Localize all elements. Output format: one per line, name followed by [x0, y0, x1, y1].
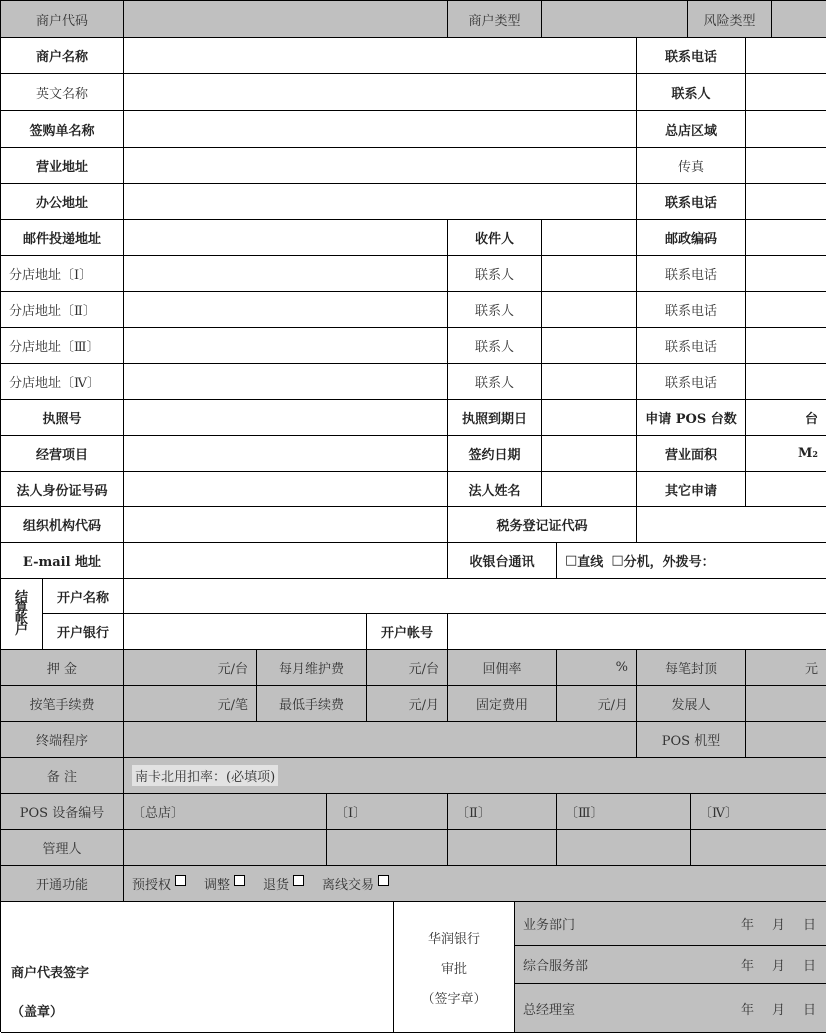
hq-region-label: 总店区域 [637, 111, 746, 148]
manager-b4-field[interactable] [691, 830, 826, 866]
business-address-label: 营业地址 [1, 148, 124, 184]
branch-4-contact-field[interactable] [542, 364, 637, 400]
cashier-comm-label: 收银台通讯 [448, 543, 557, 579]
other-apply-label: 其它申请 [637, 472, 746, 507]
mailing-address-label: 邮件投递地址 [1, 220, 124, 256]
manager-b2-field[interactable] [448, 830, 557, 866]
phone-label: 联系电话 [637, 38, 746, 74]
monthly-maint-label: 每月维护费 [257, 650, 367, 686]
phone-field[interactable] [746, 38, 826, 74]
cashier-comm-options [557, 543, 826, 579]
merchant-name-field[interactable] [124, 38, 637, 74]
branch-3-field[interactable] [124, 328, 448, 364]
branch-2-contact-label: 联系人 [448, 292, 542, 328]
license-no-label: 执照号 [1, 400, 124, 436]
terminal-program-label: 终端程序 [1, 722, 124, 758]
bank-approval-block [394, 902, 515, 1033]
branch-1-phone-field[interactable] [746, 256, 826, 292]
office-phone-label: 联系电话 [637, 184, 746, 220]
settlement-char-1: 结 [14, 590, 28, 605]
business-scope-field[interactable] [124, 436, 448, 472]
fixed-fee-field[interactable]: 元/月 [557, 686, 637, 722]
deposit-label: 押 金 [1, 650, 124, 686]
direct-line-label: 直线 [577, 555, 604, 570]
bank-field[interactable] [124, 614, 367, 650]
dept-service-date [723, 955, 816, 974]
pos-serial-b1[interactable]: 〔Ⅰ〕 [327, 794, 448, 830]
manager-b3-field[interactable] [557, 830, 691, 866]
english-name-label: 英文名称 [1, 74, 124, 111]
preauth-label: 预授权 [132, 878, 172, 893]
legal-name-label: 法人姓名 [448, 472, 542, 507]
area-unit-sup: 2 [812, 448, 818, 459]
account-no-label: 开户帐号 [367, 614, 448, 650]
business-area-field[interactable] [746, 436, 826, 472]
pos-serial-hq[interactable]: 〔总店〕 [124, 794, 327, 830]
other-apply-field[interactable] [746, 472, 826, 507]
terminal-program-field[interactable] [124, 722, 637, 758]
office-phone-field[interactable] [746, 184, 826, 220]
month-label: 月 [771, 1002, 785, 1018]
english-name-field[interactable] [124, 74, 637, 111]
purchase-name-label: 签购单名称 [1, 111, 124, 148]
seal-label: （盖章） [11, 1005, 64, 1020]
recipient-field[interactable] [542, 220, 637, 256]
manager-hq-field[interactable] [124, 830, 327, 866]
org-code-label: 组织机构代码 [1, 507, 124, 543]
branch-4-field[interactable] [124, 364, 448, 400]
branch-3-phone-label: 联系电话 [637, 328, 746, 364]
email-field[interactable] [124, 543, 448, 579]
contact-label: 联系人 [637, 74, 746, 111]
license-expiry-label: 执照到期日 [448, 400, 542, 436]
purchase-name-field[interactable] [124, 111, 637, 148]
merchant-code-label: 商户代码 [1, 1, 124, 38]
dept-service-row[interactable] [515, 946, 826, 984]
branch-3-contact-label: 联系人 [448, 328, 542, 364]
license-no-field[interactable] [124, 400, 448, 436]
tax-code-label: 税务登记证代码 [448, 507, 637, 543]
account-name-field[interactable] [124, 579, 826, 614]
dept-service-label: 综合服务部 [523, 959, 589, 974]
mailing-address-field[interactable] [124, 220, 448, 256]
business-address-field[interactable] [124, 148, 637, 184]
pos-model-field[interactable] [746, 722, 826, 758]
business-area-label: 营业面积 [637, 436, 746, 472]
office-address-label: 办公地址 [1, 184, 124, 220]
fixed-fee-label: 固定费用 [448, 686, 557, 722]
developer-field[interactable] [746, 686, 826, 722]
manager-b1-field[interactable] [327, 830, 448, 866]
dept-gm-row[interactable] [515, 984, 826, 1033]
branch-3-phone-field[interactable] [746, 328, 826, 364]
min-fee-field[interactable]: 元/月 [367, 686, 448, 722]
settlement-char-3: 帐 [14, 612, 28, 627]
extension-checkbox[interactable]: □ [611, 553, 624, 568]
pos-serial-b4[interactable]: 〔Ⅳ〕 [691, 794, 826, 830]
rebate-rate-label: 回佣率 [448, 650, 557, 686]
risk-type-label: 风险类型 [688, 1, 772, 38]
account-no-field[interactable] [448, 614, 826, 650]
cap-per-txn-field[interactable]: 元 [746, 650, 826, 686]
legal-id-field[interactable] [124, 472, 448, 507]
per-txn-fee-field[interactable]: 元/笔 [124, 686, 257, 722]
merchant-name-label: 商户名称 [1, 38, 124, 74]
postal-code-field[interactable] [746, 220, 826, 256]
functions-label: 开通功能 [1, 866, 124, 902]
branch-4-contact-label: 联系人 [448, 364, 542, 400]
branch-1-label: 分店地址〔Ⅰ〕 [1, 256, 124, 292]
dept-gm-date [723, 999, 816, 1018]
remarks-label: 备 注 [1, 758, 124, 794]
dept-business-label: 业务部门 [523, 918, 576, 933]
year-label: 年 [740, 959, 754, 974]
year-label: 年 [740, 918, 754, 933]
remarks-field[interactable] [124, 758, 826, 794]
year-label: 年 [740, 1002, 754, 1018]
branch-2-field[interactable] [124, 292, 448, 328]
merchant-signature-area[interactable] [1, 902, 394, 1033]
branch-2-label: 分店地址〔Ⅱ〕 [1, 292, 124, 328]
branch-4-phone-field[interactable] [746, 364, 826, 400]
monthly-maint-field[interactable]: 元/台 [367, 650, 448, 686]
pos-serial-b2[interactable]: 〔Ⅱ〕 [448, 794, 557, 830]
rep-sign-label: 商户代表签字 [11, 966, 90, 981]
postal-code-label: 邮政编码 [637, 220, 746, 256]
contact-field[interactable] [746, 74, 826, 111]
office-address-field[interactable] [124, 184, 637, 220]
branch-1-field[interactable] [124, 256, 448, 292]
settlement-char-4: 户 [14, 623, 28, 638]
offline-label: 离线交易 [322, 878, 375, 893]
developer-label: 发展人 [637, 686, 746, 722]
month-label: 月 [771, 959, 785, 974]
day-label: 日 [802, 918, 816, 933]
bank-label: 开户银行 [43, 614, 124, 650]
branch-3-contact-field[interactable] [542, 328, 637, 364]
month-label: 月 [771, 918, 785, 933]
min-fee-label: 最低手续费 [257, 686, 367, 722]
direct-line-checkbox[interactable]: □ [565, 553, 578, 568]
hq-region-field[interactable] [746, 111, 826, 148]
pos-count-field[interactable]: 台 [746, 400, 826, 436]
sign-date-label: 签约日期 [448, 436, 542, 472]
email-label: E-mail 地址 [1, 543, 124, 579]
legal-name-field[interactable] [542, 472, 637, 507]
cap-per-txn-label: 每笔封顶 [637, 650, 746, 686]
pos-model-label: POS 机型 [637, 722, 746, 758]
merchant-type-label: 商户类型 [448, 1, 542, 38]
remarks-note: 南卡北用扣率：(必填项) [132, 765, 278, 786]
business-scope-label: 经营项目 [1, 436, 124, 472]
merchant-type-field[interactable] [542, 1, 688, 38]
rebate-rate-field[interactable]: % [557, 650, 637, 686]
fax-field[interactable] [746, 148, 826, 184]
tax-code-field[interactable] [637, 507, 826, 543]
dept-business-date [723, 914, 816, 933]
per-txn-fee-label: 按笔手续费 [1, 686, 124, 722]
deposit-field[interactable]: 元/台 [124, 650, 257, 686]
refund-checkbox[interactable] [293, 875, 304, 886]
branch-2-contact-field[interactable] [542, 292, 637, 328]
branch-4-phone-label: 联系电话 [637, 364, 746, 400]
adjust-label: 调整 [204, 878, 231, 893]
branch-1-phone-label: 联系电话 [637, 256, 746, 292]
area-unit: M [798, 446, 813, 461]
settlement-char-2: 算 [14, 601, 28, 616]
approval-label: 审批 [440, 962, 467, 977]
org-code-field[interactable] [124, 507, 448, 543]
license-expiry-field[interactable] [542, 400, 637, 436]
legal-id-label: 法人身份证号码 [1, 472, 124, 507]
offline-checkbox[interactable] [378, 875, 389, 886]
branch-2-phone-label: 联系电话 [637, 292, 746, 328]
extension-label: 分机，外拨号： [623, 555, 715, 570]
risk-type-field[interactable] [772, 1, 826, 38]
recipient-label: 收件人 [448, 220, 542, 256]
day-label: 日 [802, 959, 816, 974]
pos-serial-label: POS 设备编号 [1, 794, 124, 830]
pos-count-label: 申请 POS 台数 [637, 400, 746, 436]
refund-label: 退货 [263, 878, 290, 893]
branch-3-label: 分店地址〔Ⅲ〕 [1, 328, 124, 364]
manager-label: 管理人 [1, 830, 124, 866]
branch-1-contact-label: 联系人 [448, 256, 542, 292]
pos-serial-b3[interactable]: 〔Ⅲ〕 [557, 794, 691, 830]
preauth-checkbox[interactable] [175, 875, 186, 886]
day-label: 日 [802, 1002, 816, 1018]
account-name-label: 开户名称 [43, 579, 124, 614]
branch-1-contact-field[interactable] [542, 256, 637, 292]
sign-date-field[interactable] [542, 436, 637, 472]
bank-name: 华润银行 [427, 932, 480, 947]
dept-business-row[interactable] [515, 902, 826, 946]
functions-options [124, 866, 826, 902]
adjust-checkbox[interactable] [234, 875, 245, 886]
merchant-code-field[interactable] [124, 1, 448, 38]
fax-label: 传真 [637, 148, 746, 184]
sign-seal-label: （签字章） [421, 992, 487, 1007]
settlement-side-label [1, 579, 43, 650]
dept-gm-label: 总经理室 [523, 1002, 576, 1018]
branch-2-phone-field[interactable] [746, 292, 826, 328]
branch-4-label: 分店地址〔Ⅳ〕 [1, 364, 124, 400]
